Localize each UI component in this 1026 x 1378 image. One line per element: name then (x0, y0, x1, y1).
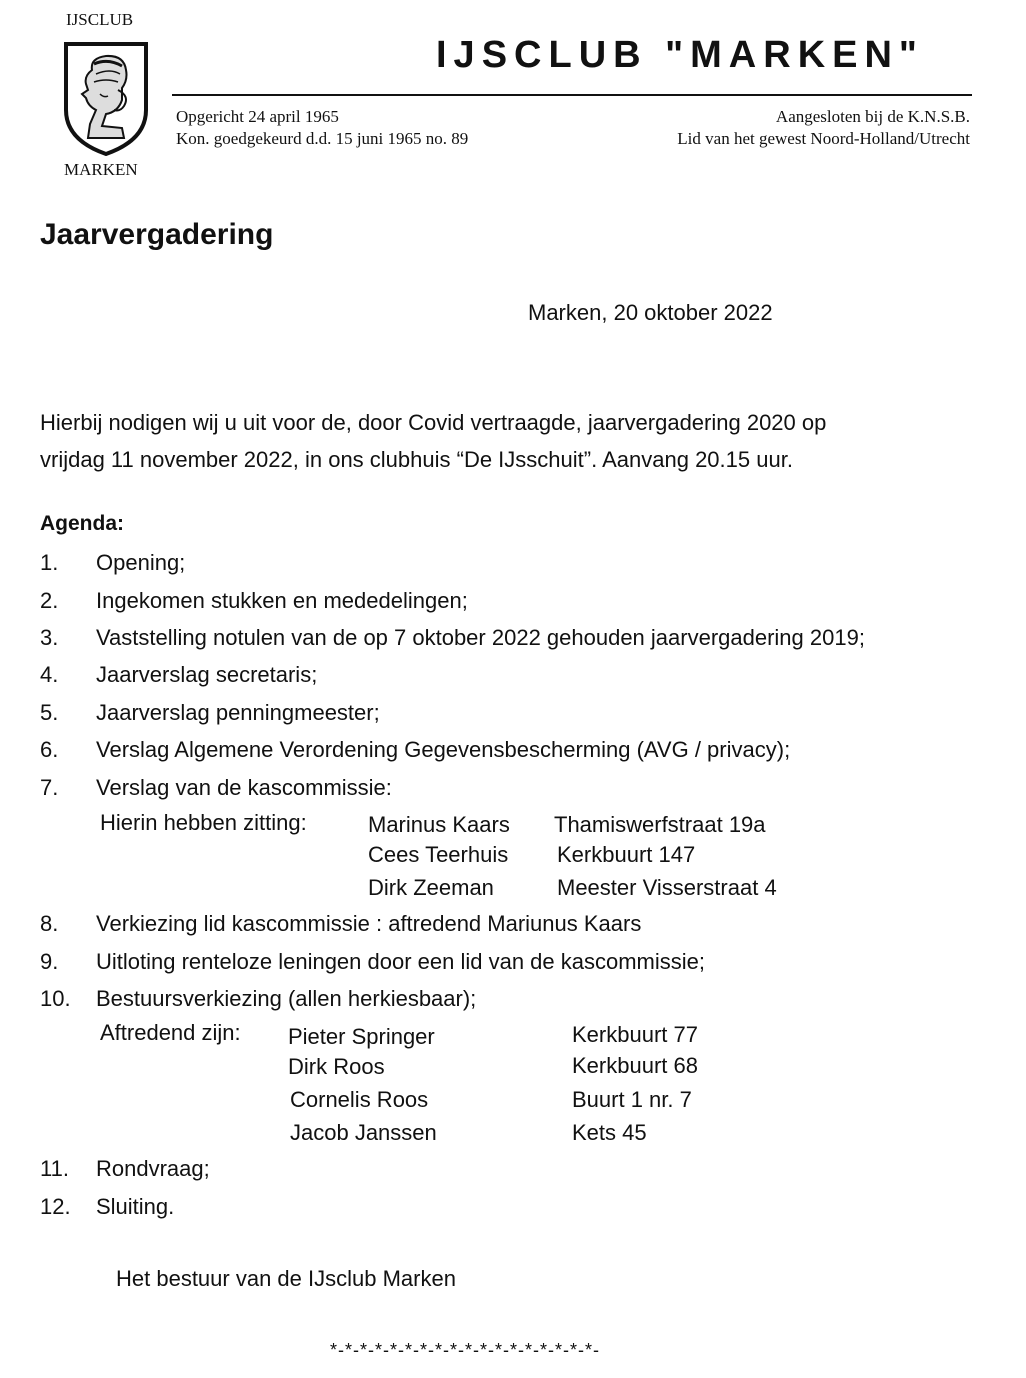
letter-date: Marken, 20 oktober 2022 (528, 300, 773, 325)
agenda-number: 5. (40, 700, 59, 725)
invitation-paragraph (40, 404, 826, 478)
kascommissie-label: Hierin hebben zitting: (100, 810, 307, 835)
intro-line: vrijdag 11 november 2022, in ons clubhuis “De IJsschuit”. Aanvang 20.15 uur. (40, 447, 793, 472)
aftredend-member-name: Cornelis Roos (290, 1087, 429, 1112)
header-rule (172, 94, 972, 96)
kascommissie-member-address: Thamiswerfstraat 19a (554, 812, 766, 837)
agenda-number: 4. (40, 662, 59, 687)
aftredend-label: Aftredend zijn: (100, 1020, 241, 1045)
kascommissie-member-address: Kerkbuurt 147 (557, 842, 696, 867)
club-crest-icon (60, 40, 152, 156)
agenda-item: Ingekomen stukken en mededelingen; (96, 588, 468, 613)
kascommissie-member-name: Cees Teerhuis (368, 842, 509, 867)
affiliation-knsb: Aangesloten bij de K.N.S.B. (775, 107, 970, 126)
affiliation-region: Lid van het gewest Noord-Holland/Utrecht (677, 129, 970, 148)
agenda-number: 7. (40, 775, 59, 800)
agenda-item: Verkiezing lid kascommissie : aftredend Mariunus Kaars (96, 911, 642, 936)
agenda-heading: Agenda: (40, 512, 124, 535)
agenda-item: Jaarverslag penningmeester; (96, 700, 380, 725)
agenda-item: Jaarverslag secretaris; (96, 662, 318, 687)
intro-line: Hierbij nodigen wij u uit voor de, door Covid vertraagde, jaarvergadering 2020 op (40, 410, 827, 435)
agenda-item: Uitloting renteloze leningen door een lid van de kascommissie; (96, 949, 706, 974)
agenda-number: 8. (40, 911, 59, 936)
agenda-number: 12. (40, 1194, 71, 1219)
founding-info (176, 106, 468, 150)
agenda-number: 3. (40, 625, 59, 650)
agenda-item: Vaststelling notulen van de op 7 oktober 2022 gehouden jaarvergadering 2019; (96, 625, 865, 650)
kascommissie-member-name: Dirk Zeeman (368, 875, 494, 900)
aftredend-member-name: Pieter Springer (288, 1024, 435, 1049)
logo-bottom-text: MARKEN (64, 160, 138, 179)
agenda-number: 2. (40, 588, 59, 613)
agenda-item: Sluiting. (96, 1194, 175, 1219)
page-title: Jaarvergadering (40, 218, 274, 251)
agenda-number: 6. (40, 737, 59, 762)
agenda-item: Opening; (96, 550, 186, 575)
agenda-number: 10. (40, 986, 71, 1011)
logo-top-text: IJSCLUB (66, 10, 134, 29)
agenda-item: Bestuursverkiezing (allen herkiesbaar); (96, 986, 477, 1011)
aftredend-member-address: Kerkbuurt 77 (572, 1022, 698, 1047)
club-title: IJSCLUB "MARKEN" (436, 34, 924, 76)
founding-date: Opgericht 24 april 1965 (176, 107, 339, 126)
agenda-item: Rondvraag; (96, 1156, 210, 1181)
agenda-item: Verslag Algemene Verordening Gegevensbescherming (AVG / privacy); (96, 737, 791, 762)
agenda-number: 9. (40, 949, 59, 974)
agenda-item: Verslag van de kascommissie: (96, 775, 392, 800)
agenda-number: 1. (40, 550, 59, 575)
aftredend-member-address: Buurt 1 nr. 7 (572, 1087, 692, 1112)
aftredend-member-address: Kerkbuurt 68 (572, 1053, 698, 1078)
aftredend-member-name: Dirk Roos (288, 1054, 385, 1079)
agenda-number: 11. (40, 1156, 69, 1181)
kascommissie-member-name: Marinus Kaars (368, 812, 510, 837)
royal-approval: Kon. goedgekeurd d.d. 15 juni 1965 no. 89 (176, 129, 469, 148)
signature: Het bestuur van de IJsclub Marken (116, 1266, 456, 1291)
aftredend-member-name: Jacob Janssen (290, 1120, 437, 1145)
affiliation-info (677, 106, 970, 150)
kascommissie-member-address: Meester Visserstraat 4 (557, 875, 777, 900)
aftredend-member-address: Kets 45 (572, 1120, 647, 1145)
separator-line: *-*-*-*-*-*-*-*-*-*-*-*-*-*-*-*-*-*- (330, 1340, 600, 1360)
